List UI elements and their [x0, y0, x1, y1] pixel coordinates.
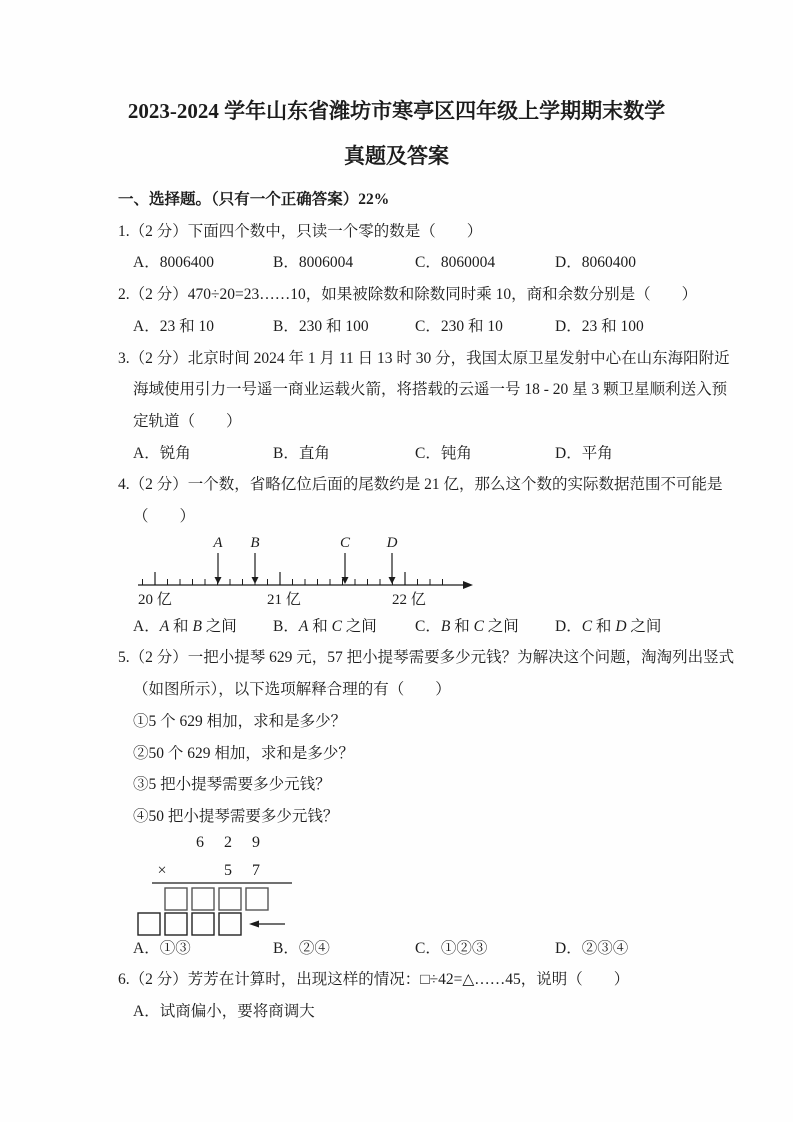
question-2-option-c: C．230 和 10 [415, 317, 503, 335]
multiplier-digit-7: 7 [252, 861, 260, 879]
question-4-option-d: D．C 和 D 之间 [555, 617, 662, 635]
question-5-subitem-3: ③5 把小提琴需要多少元钱？ [133, 776, 331, 794]
question-3-option-c: C．钝角 [415, 444, 472, 462]
multiplicand-digit-9: 9 [252, 833, 260, 851]
document-title-line1: 2023-2024 学年山东省潍坊市寒亭区四年级上学期期末数学 [127, 99, 666, 123]
question-4-stem-line-2: （ ） [133, 508, 196, 526]
numberline-label-21yi: 21 亿 [267, 591, 301, 608]
question-5-option-c: C．①②③ [415, 939, 488, 957]
question-5-subitem-1: ①5 个 629 相加，求和是多少？ [133, 712, 347, 730]
question-1-option-b: B．8006004 [273, 254, 354, 272]
question-6-stem: 6.（2 分）芳芳在计算时，出现这样的情况：□÷42=△……45，说明（ ） [118, 971, 630, 989]
numberline-label-20yi: 20 亿 [138, 591, 172, 608]
question-1-option-a: A．8006400 [133, 254, 214, 272]
numberline-point-label-a: A [213, 534, 223, 551]
left-arrowhead-icon [249, 920, 259, 927]
question-5-stem-line-2: （如图所示），以下选项解释合理的有（ ） [133, 681, 451, 699]
multiplication-svg [130, 833, 340, 937]
question-6-option-a: A．试商偏小，要将商调大 [133, 1003, 315, 1021]
question-5-subitem-4: ④50 把小提琴需要多少元钱？ [133, 807, 339, 825]
numberline-point-label-d: D [386, 534, 398, 551]
numberline-label-22yi: 22 亿 [392, 591, 426, 608]
multiplicand-digit-6: 6 [196, 833, 204, 851]
section-heading: 一、选择题。（只有一个正确答案）22% [118, 191, 390, 208]
times-sign-icon: × [157, 861, 167, 879]
multiplier-digit-5: 5 [224, 861, 232, 879]
question-4-numberline-figure [0, 533, 793, 611]
question-3-option-b: B．直角 [273, 444, 330, 462]
question-1-options [0, 247, 793, 279]
question-3-option-a: A．锐角 [133, 444, 191, 462]
numberline-point-label-b: B [250, 534, 260, 551]
document-title-line2: 真题及答案 [344, 144, 449, 168]
question-1-option-c: C．8060004 [415, 254, 496, 272]
question-3-option-d: D．平角 [555, 444, 613, 462]
question-2-options [0, 311, 793, 343]
numberline-point-label-c: C [339, 534, 351, 551]
partial-product-row-1-boxes [165, 888, 268, 910]
question-2-option-b: B．230 和 100 [273, 317, 369, 335]
axis-arrowhead-icon [463, 581, 473, 589]
question-5-option-a: A．①③ [133, 939, 191, 957]
question-4-options [0, 611, 793, 643]
question-3-options [0, 438, 793, 470]
question-5-option-b: B．②④ [273, 939, 330, 957]
question-2-option-d: D．23 和 100 [555, 317, 644, 335]
question-4-option-a: A．A 和 B 之间 [133, 617, 237, 635]
question-4-stem-line-1: 4.（2 分）一个数，省略亿位后面的尾数约是 21 亿，那么这个数的实际数据范围不可能是 [118, 476, 723, 494]
question-5-subitem-2: ②50 个 629 相加，求和是多少？ [133, 744, 354, 762]
question-5-options [0, 933, 793, 965]
question-1-stem: 1.（2 分）下面四个数中，只读一个零的数是（ ） [118, 222, 483, 240]
question-3-stem-line-1: 3.（2 分）北京时间 2024 年 1 月 11 日 13 时 30 分，我国太原卫星发射中心在山东海阳附近 [118, 349, 730, 367]
numberline-minor-ticks [143, 579, 443, 585]
numberline-svg [130, 533, 530, 611]
down-arrow-icons [218, 553, 392, 578]
question-4-option-c: C．B 和 C 之间 [415, 617, 519, 635]
question-2-stem: 2.（2 分）470÷20=23……10，如果被除数和除数同时乘 10，商和余数分别是（ ） [118, 286, 698, 304]
question-2-option-a: A．23 和 10 [133, 317, 214, 335]
question-4-option-b: B．A 和 C 之间 [273, 617, 377, 635]
question-3-stem-line-2: 海域使用引力一号遥一商业运载火箭，将搭载的云遥一号 18 - 20 星 3 颗卫星顺利送入预 [133, 381, 728, 399]
question-1-option-d: D．8060400 [555, 254, 636, 272]
question-5-stem-line-1: 5.（2 分）一把小提琴 629 元，57 把小提琴需要多少元钱？为解决这个问题，淘淘列出竖式 [118, 649, 735, 667]
question-5-multiplication-figure [0, 833, 793, 933]
question-5-option-d: D．②③④ [555, 939, 629, 957]
multiplicand-digit-2: 2 [224, 833, 232, 851]
question-3-stem-line-3: 定轨道（ ） [133, 412, 242, 430]
partial-product-row-2-boxes [138, 913, 241, 935]
